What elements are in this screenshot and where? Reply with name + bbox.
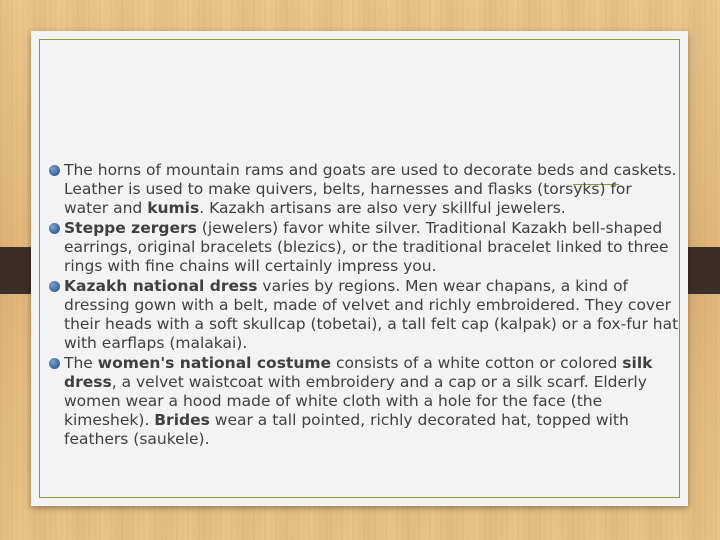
- bullet-item-jewelers: [49, 219, 679, 276]
- bold-term-silk-dress: silk dress: [64, 354, 653, 391]
- paragraph-text: The horns of mountain rams and goats are used to decorate beds and caskets. Leather is used to make quivers, belts, harnesses and flasks (torsyks) for water and: [64, 161, 677, 217]
- bold-term-kumis: kumis: [147, 199, 200, 217]
- paragraph-text: (jewelers) favor white silver. Traditional Kazakh bell-shaped earrings, original bracelets (blezics), or the traditional bracelet linked to three rings with fine chains will certainly impress you.: [64, 219, 669, 275]
- paragraph-text: consists of a white cotton or colored: [331, 354, 623, 372]
- bullet-icon: [49, 281, 60, 292]
- bullet-item-crafts: [49, 161, 679, 218]
- bold-term-brides: Brides: [154, 411, 210, 429]
- bold-term-steppe-zergers: Steppe zergers: [64, 219, 197, 237]
- bullet-icon: [49, 223, 60, 234]
- bullet-item-national-dress: [49, 277, 679, 353]
- bullet-icon: [49, 358, 60, 369]
- bold-term-kazakh-national-dress: Kazakh national dress: [64, 277, 258, 295]
- paragraph-text: The: [64, 354, 98, 372]
- bullet-item-womens-costume: [49, 354, 679, 449]
- bullet-icon: [49, 165, 60, 176]
- paragraph-text: wear a tall pointed, richly decorated hat, topped with feathers (saukele).: [64, 411, 629, 448]
- bullet-list: [49, 161, 679, 450]
- paragraph-text: . Kazakh artisans are also very skillful jewelers.: [199, 199, 566, 217]
- paragraph-text: varies by regions. Men wear chapans, a kind of dressing gown with a belt, made of velvet and richly embroidered. They cover their heads with a soft skullcap (tobetai), a tall felt cap (kalpak) or a fox-fur hat with earflaps (malakai).: [64, 277, 679, 352]
- paragraph-text: , a velvet waistcoat with embroidery and a cap or a silk scarf. Elderly women wear a hood made of white cloth with a hole for the face (the kimeshek).: [64, 373, 647, 429]
- bold-term-womens-costume: women's national costume: [97, 354, 332, 372]
